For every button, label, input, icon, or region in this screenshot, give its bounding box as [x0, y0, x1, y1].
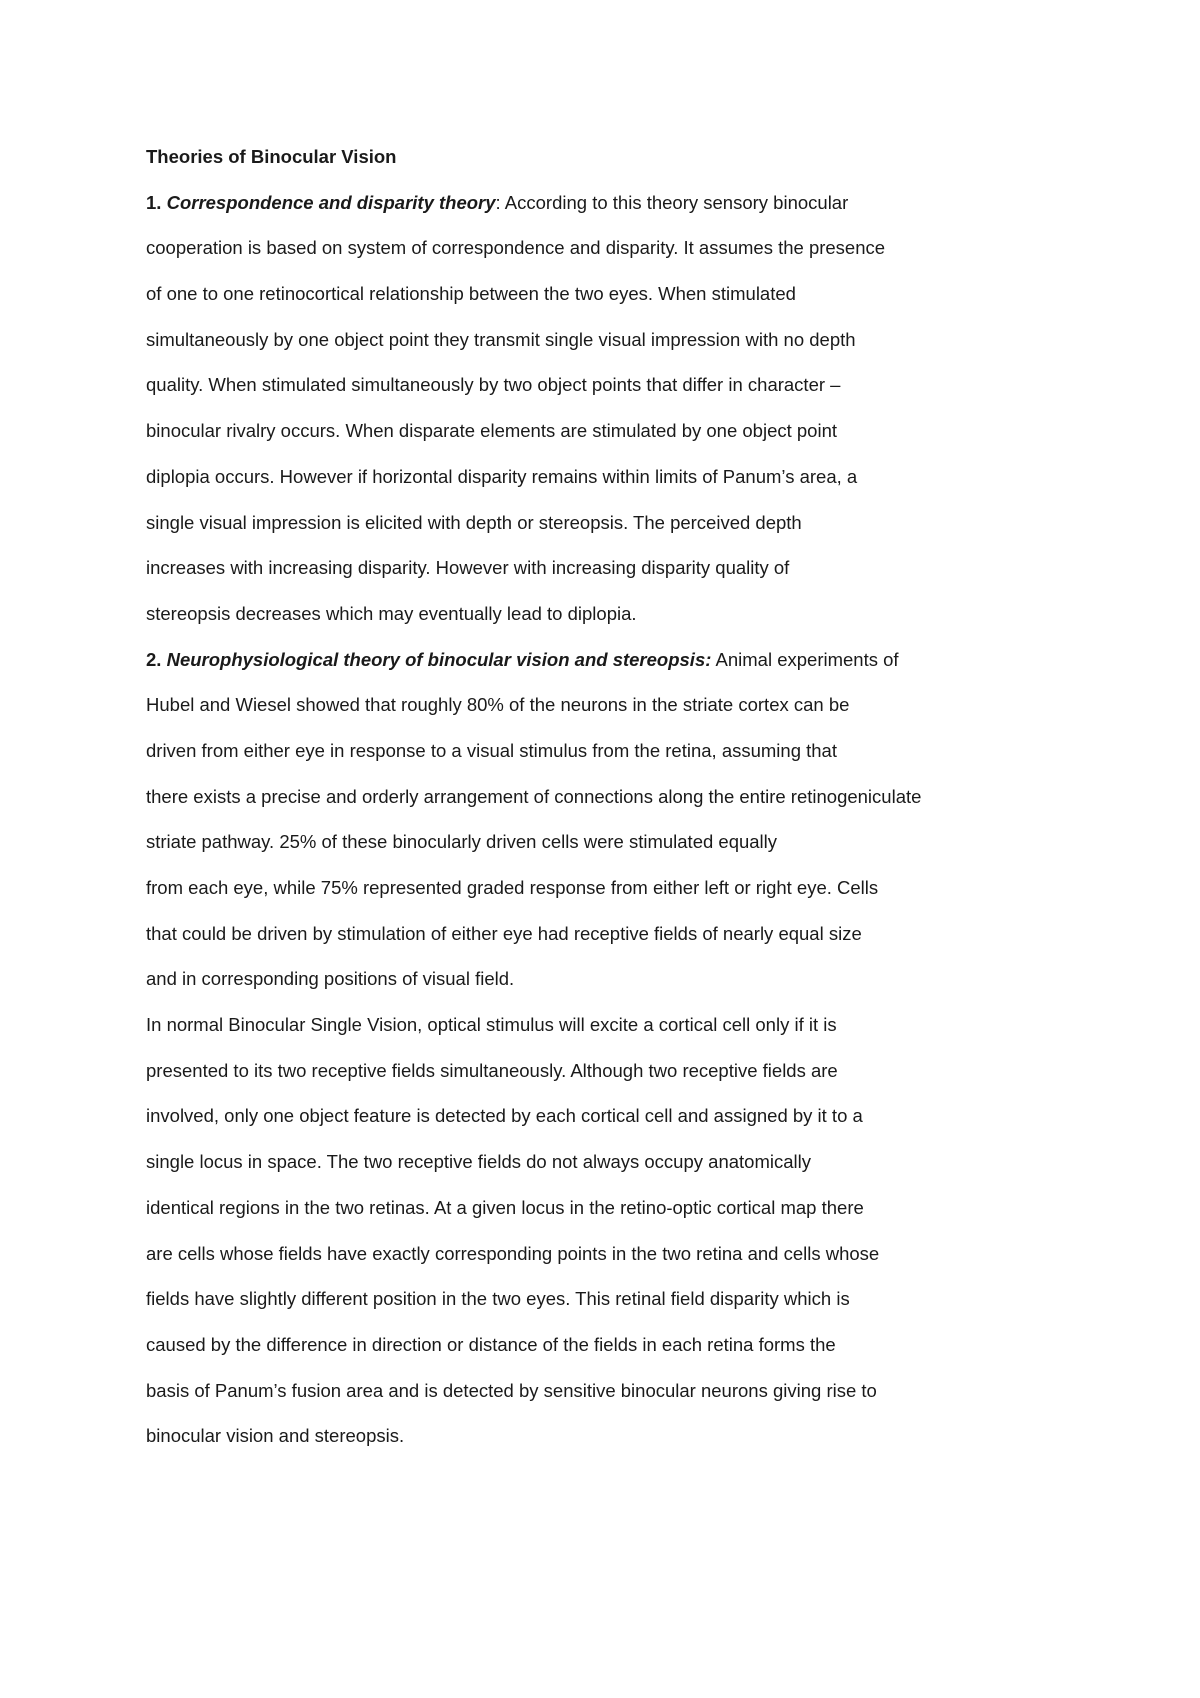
- section-2-line: from each eye, while 75% represented graded response from either left or right eye. Cells: [146, 877, 879, 898]
- section-1-line: of one to one retinocortical relationship between the two eyes. When stimulated: [146, 283, 796, 305]
- section-1-text: : According to this theory sensory binocular: [495, 191, 849, 213]
- section-2-first-line: [146, 649, 1026, 695]
- section-2-line: striate pathway. 25% of these binocularly driven cells were stimulated equally: [146, 831, 778, 853]
- paragraph-3-line: caused by the difference in direction or distance of the fields in each retina forms the: [146, 1333, 836, 1355]
- section-2-line: there exists a precise and orderly arrangement of connections along the entire retinogeniculate: [146, 785, 922, 807]
- paragraph-3-line: single locus in space. The two receptive fields do not always occupy anatomically: [146, 1151, 811, 1173]
- paragraph-3-line: identical regions in the two retinas. At a given locus in the retino-optic cortical map there: [146, 1196, 864, 1218]
- section-1-number: 1.: [146, 191, 167, 213]
- section-2-heading: Neurophysiological theory of binocular vision and stereopsis:: [166, 648, 712, 670]
- document-title: Theories of Binocular Vision: [146, 146, 397, 167]
- section-1-line: simultaneously by one object point they transmit single visual impression with no depth: [146, 328, 856, 350]
- paragraph-3-line: basis of Panum’s fusion area and is detected by sensitive binocular neurons giving rise to: [146, 1379, 877, 1401]
- section-1-line: stereopsis decreases which may eventually lead to diplopia.: [146, 602, 637, 624]
- section-1-first-line: [146, 192, 1026, 238]
- section-1-heading: Correspondence and disparity theory: [166, 191, 496, 213]
- document-body: [146, 146, 1026, 1471]
- section-1-line: cooperation is based on system of correspondence and disparity. It assumes the presence: [146, 237, 886, 259]
- section-1-line: increases with increasing disparity. However with increasing disparity quality of: [146, 557, 790, 579]
- paragraph-3-line: In normal Binocular Single Vision, optical stimulus will excite a cortical cell only if it is: [146, 1014, 837, 1036]
- paragraph-3-line: presented to its two receptive fields simultaneously. Although two receptive fields are: [146, 1059, 838, 1081]
- section-2-line: that could be driven by stimulation of either eye had receptive fields of nearly equal size: [146, 922, 862, 944]
- section-2-line: Hubel and Wiesel showed that roughly 80% of the neurons in the striate cortex can be: [146, 694, 850, 716]
- paragraph-3-line: are cells whose fields have exactly corresponding points in the two retina and cells whose: [146, 1242, 880, 1264]
- paragraph-3-line: fields have slightly different position in the two eyes. This retinal field disparity which is: [146, 1288, 850, 1310]
- section-1-line: quality. When stimulated simultaneously by two object points that differ in character –: [146, 374, 841, 396]
- section-2-text: Animal experiments of: [711, 648, 899, 670]
- section-2-line: and in corresponding positions of visual field.: [146, 968, 515, 990]
- paragraph-3-line: binocular vision and stereopsis.: [146, 1425, 405, 1447]
- paragraph-3-line: involved, only one object feature is detected by each cortical cell and assigned by it to a: [146, 1105, 863, 1127]
- section-1-line: diplopia occurs. However if horizontal disparity remains within limits of Panum’s area, a: [146, 465, 858, 487]
- section-1-line: binocular rivalry occurs. When disparate elements are stimulated by one object point: [146, 420, 838, 442]
- section-2-number: 2.: [146, 648, 167, 670]
- section-2-line: driven from either eye in response to a visual stimulus from the retina, assuming that: [146, 739, 837, 761]
- section-1-line: single visual impression is elicited with depth or stereopsis. The perceived depth: [146, 511, 802, 533]
